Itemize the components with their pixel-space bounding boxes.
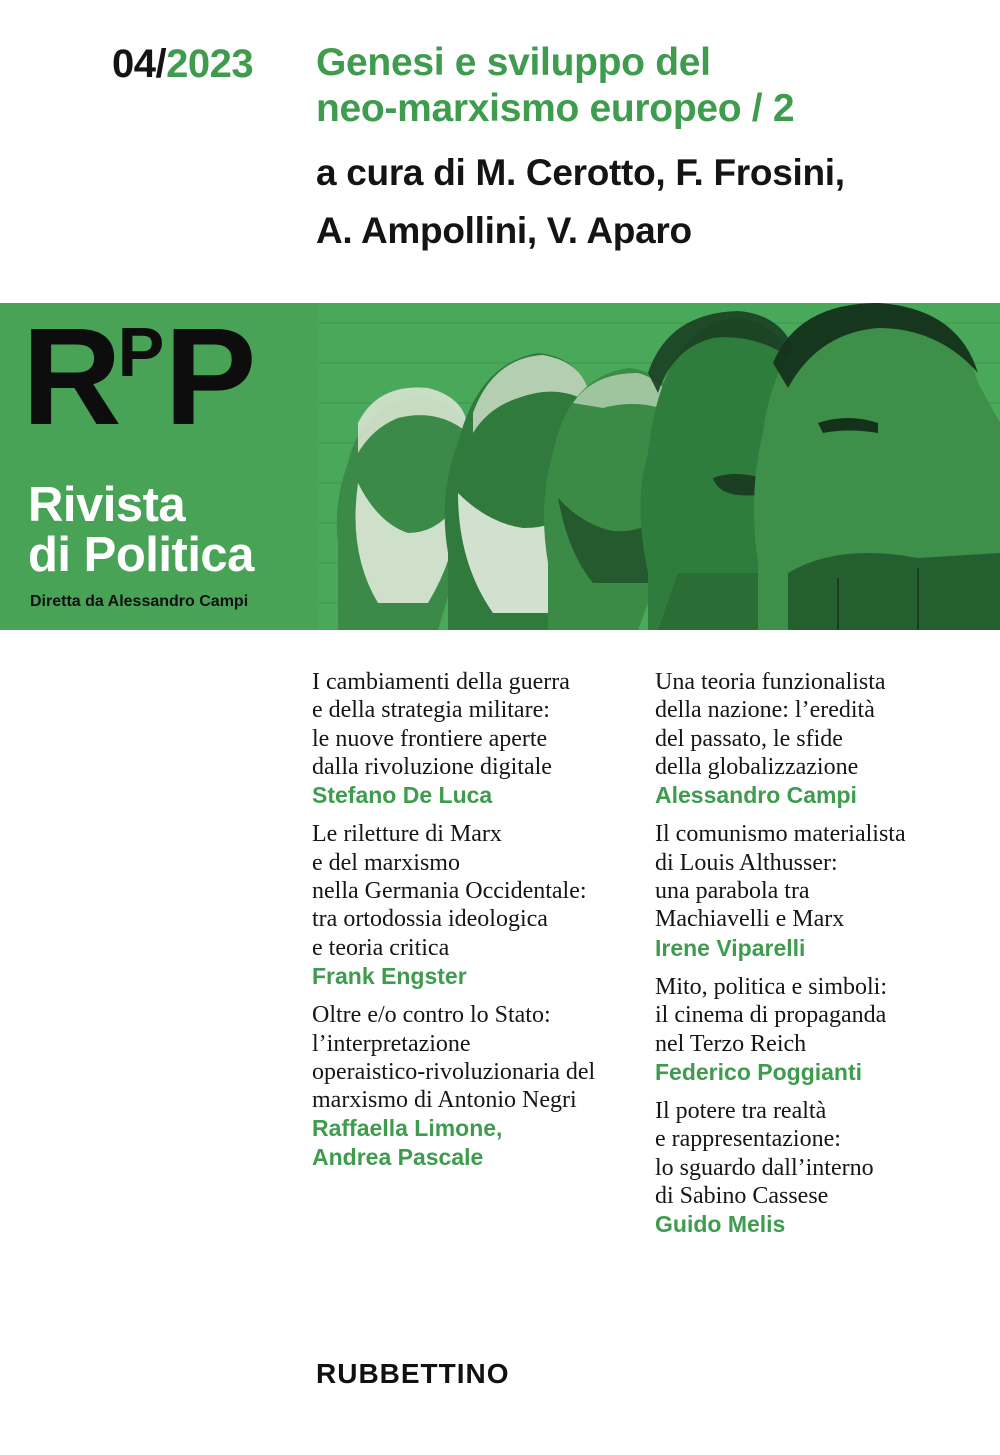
journal-director: Diretta da Alessandro Campi: [30, 593, 249, 610]
portraits-icon: [318, 303, 1000, 630]
editors: [316, 144, 976, 260]
issue-num: 04: [112, 42, 156, 86]
entry-author: Federico Poggianti: [655, 1058, 863, 1085]
entry-title-line: di Sabino Cassese: [655, 1183, 829, 1210]
entry-title-line: di Louis Althusser:: [655, 849, 838, 876]
entry-author: Guido Melis: [655, 1211, 786, 1238]
entry-author: Andrea Pascale: [312, 1143, 484, 1170]
entry-title-line: marxismo di Antonio Negri: [312, 1087, 577, 1114]
publisher-logo: RUBBETTINO: [316, 1358, 510, 1389]
entry-title-line: una parabola tra: [655, 878, 810, 905]
entry-author: Raffaella Limone,: [312, 1115, 503, 1142]
topic-line-1: Genesi e sviluppo del: [316, 41, 711, 84]
entry-author: Frank Engster: [312, 962, 467, 989]
logo-letter-p-small: P: [117, 313, 163, 391]
entry-title-line: I cambiamenti della guerra: [312, 669, 570, 695]
entry-title-line: tra ortodossia ideologica: [312, 906, 548, 933]
entry-title-line: e rappresentazione:: [655, 1126, 841, 1153]
toc-entry: [655, 973, 985, 1086]
entry-title-line: e della strategia militare:: [312, 697, 550, 724]
entry-title-line: e teoria critica: [312, 934, 450, 961]
entry-title-line: Oltre e/o contro lo Stato:: [312, 1002, 551, 1029]
toc-entry: [655, 820, 985, 961]
issue-year: 2023: [166, 42, 254, 86]
entry-author: Irene Viparelli: [655, 934, 806, 961]
entry-title-line: le nuove frontiere aperte: [312, 725, 548, 752]
journal-title: [28, 480, 254, 580]
entry-title-line: operaistico-rivoluzionaria del: [312, 1058, 596, 1085]
journal-title-line-2: di Politica: [28, 528, 254, 582]
entry-author: Stefano De Luca: [312, 782, 493, 809]
entry-title-line: della nazione: l’eredità: [655, 697, 875, 724]
toc-entry: [655, 1097, 985, 1238]
entry-title-line: dalla rivoluzione digitale: [312, 753, 552, 780]
entry-title-line: e del marxismo: [312, 849, 460, 876]
toc-entry: [655, 668, 985, 809]
entry-title-line: Il comunismo materialista: [655, 821, 906, 848]
portraits-illustration: [318, 303, 1000, 630]
entry-title-line: il cinema di propaganda: [655, 1002, 887, 1029]
journal-title-line-1: Rivista: [28, 478, 186, 532]
entry-title-line: nel Terzo Reich: [655, 1030, 807, 1057]
entry-title-line: lo sguardo dall’interno: [655, 1154, 874, 1181]
logo-letter-r: R: [22, 300, 116, 454]
issue-topic: [316, 40, 956, 132]
entry-title-line: Machiavelli e Marx: [655, 906, 845, 933]
toc-entry: [312, 668, 642, 809]
entry-title-line: Le riletture di Marx: [312, 821, 502, 848]
entry-title-line: della globalizzazione: [655, 753, 859, 780]
rpp-logo: [22, 300, 251, 454]
entry-title-line: l’interpretazione: [312, 1030, 471, 1057]
issue-separator: /: [155, 42, 167, 86]
topic-line-2: neo-marxismo europeo / 2: [316, 87, 795, 130]
toc-left-column: [312, 668, 642, 1182]
toc-right-column: [655, 668, 985, 1250]
entry-title-line: Una teoria funzionalista: [655, 669, 886, 695]
logo-letter-p: P: [164, 300, 251, 454]
toc-entry: [312, 820, 642, 990]
toc-entry: [312, 1001, 642, 1171]
entry-title-line: Mito, politica e simboli:: [655, 973, 887, 1000]
entry-title-line: Il potere tra realtà: [655, 1098, 827, 1125]
entry-title-line: del passato, le sfide: [655, 725, 843, 752]
issue-number: [112, 40, 253, 88]
editors-line-1: a cura di M. Cerotto, F. Frosini,: [316, 152, 845, 193]
editors-line-2: A. Ampollini, V. Aparo: [316, 210, 692, 251]
entry-author: Alessandro Campi: [655, 782, 857, 809]
entry-title-line: nella Germania Occidentale:: [312, 878, 587, 905]
